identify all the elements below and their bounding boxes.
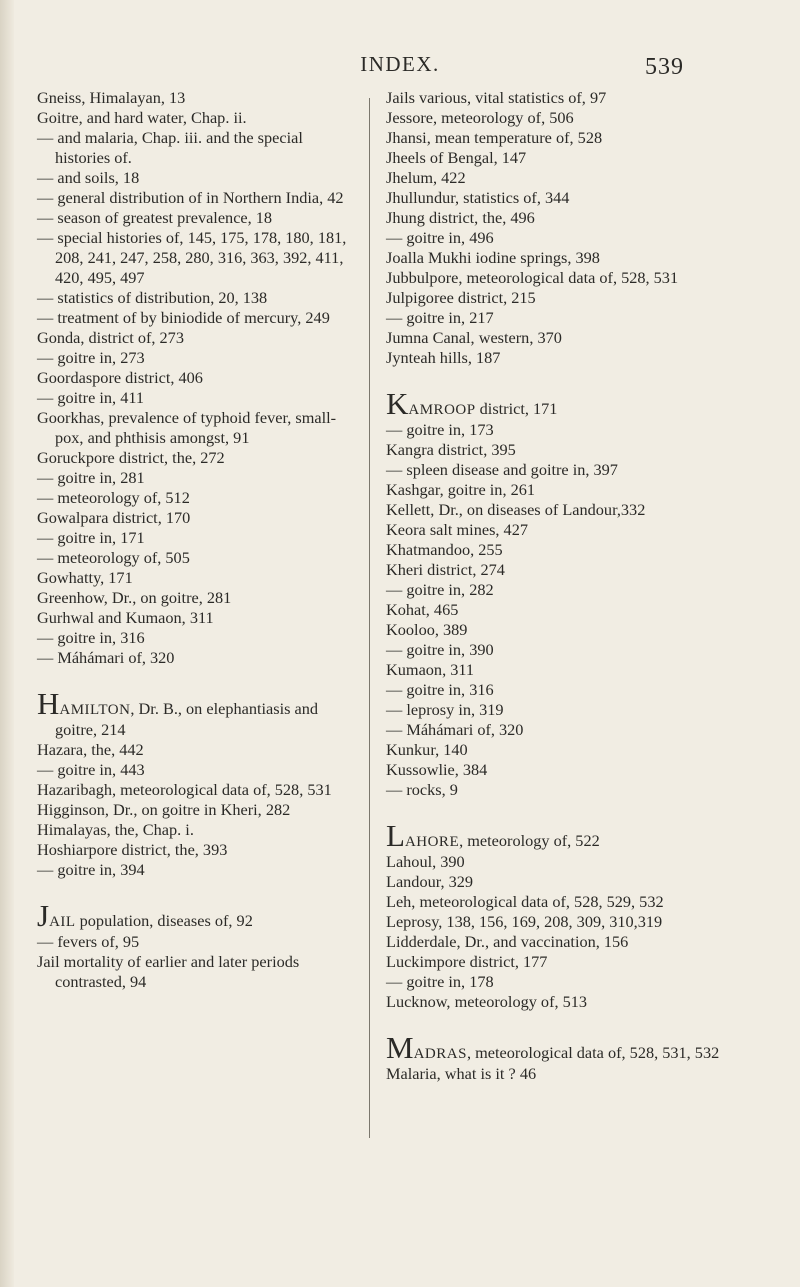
section-initial: H <box>37 686 60 721</box>
page-edge <box>0 0 14 1287</box>
index-entry: Landour, 329 <box>386 872 474 891</box>
index-entry: — and malaria, Chap. iii. and the special histories of. <box>37 128 303 167</box>
index-entry: Jheels of Bengal, 147 <box>386 148 527 167</box>
index-entry: Malaria, what is it ? 46 <box>386 1064 537 1083</box>
index-entry: Higginson, Dr., on goitre in Kheri, 282 <box>37 800 291 819</box>
index-entry: Luckimpore district, 177 <box>386 952 548 971</box>
index-entry: — leprosy in, 319 <box>386 700 504 719</box>
index-entry: — special histories of, 145, 175, 178, 180, 181, 208, 241, 247, 258, 280, 316, 363, 392, 411, 420, 495, 497 <box>37 228 347 287</box>
index-entry: — goitre in, 411 <box>37 388 145 407</box>
index-column-left <box>37 88 349 992</box>
index-entry: — season of greatest prevalence, 18 <box>37 208 273 227</box>
index-entry: Gowalpara district, 170 <box>37 508 191 527</box>
index-entry: Jail mortality of earlier and later periods contrasted, 94 <box>37 952 300 991</box>
index-entry: Lahoul, 390 <box>386 852 465 871</box>
section-initial: J <box>37 898 50 933</box>
index-entry: Hazara, the, 442 <box>37 740 144 759</box>
index-entry: — goitre in, 443 <box>37 760 145 779</box>
index-entry: Gonda, district of, 273 <box>37 328 184 347</box>
index-entry: Kussowlie, 384 <box>386 760 488 779</box>
index-entry: Kooloo, 389 <box>386 620 468 639</box>
index-entry: — goitre in, 316 <box>386 680 494 699</box>
index-entry: Goitre, and hard water, Chap. ii. <box>37 108 247 127</box>
section-caps: AMROOP <box>408 402 476 418</box>
index-entry: — general distribution of in Northern India, 42 <box>37 188 344 207</box>
index-entry: — goitre in, 171 <box>37 528 145 547</box>
index-entry: Gowhatty, 171 <box>37 568 133 587</box>
index-entry: Greenhow, Dr., on goitre, 281 <box>37 588 232 607</box>
index-entry: — treatment of by biniodide of mercury, 249 <box>37 308 330 327</box>
index-section-start <box>37 686 349 740</box>
index-entry: — rocks, 9 <box>386 780 458 799</box>
index-entry: Jhansi, mean temperature of, 528 <box>386 128 603 147</box>
index-entry: — goitre in, 390 <box>386 640 494 659</box>
index-entry: Kheri district, 274 <box>386 560 505 579</box>
index-entry: Jessore, meteorology of, 506 <box>386 108 574 127</box>
index-section-start <box>386 1030 772 1065</box>
index-entry: Kashgar, goitre in, 261 <box>386 480 536 499</box>
index-entry: — meteorology of, 505 <box>37 548 190 567</box>
section-initial: M <box>386 1030 414 1065</box>
index-entry: Kunkur, 140 <box>386 740 468 759</box>
page-header <box>0 40 800 80</box>
section-entry-text: population, diseases of, 92 <box>75 911 253 930</box>
index-entry: Kellett, Dr., on diseases of Landour,332 <box>386 500 646 519</box>
index-entry: Leprosy, 138, 156, 169, 208, 309, 310,319 <box>386 912 663 931</box>
index-entry: — spleen disease and goitre in, 397 <box>386 460 618 479</box>
section-initial: K <box>386 386 409 421</box>
index-entry: Kohat, 465 <box>386 600 459 619</box>
index-entry: Gneiss, Himalayan, 13 <box>37 88 186 107</box>
index-entry: — goitre in, 178 <box>386 972 494 991</box>
index-entry: — meteorology of, 512 <box>37 488 190 507</box>
index-section-start <box>386 386 772 421</box>
index-entry: — goitre in, 316 <box>37 628 145 647</box>
index-entry: Goordaspore district, 406 <box>37 368 203 387</box>
index-section-start <box>37 898 349 933</box>
section-entry-text: , Dr. B., on elephantiasis and goitre, 214 <box>55 699 319 739</box>
index-entry: — goitre in, 273 <box>37 348 145 367</box>
section-caps: ADRAS <box>413 1046 467 1062</box>
page-number: 539 <box>645 54 684 80</box>
column-divider <box>369 98 370 1138</box>
section-gap <box>37 668 349 694</box>
section-gap <box>386 800 772 826</box>
index-entry: — and soils, 18 <box>37 168 140 187</box>
section-caps: AIL <box>49 914 76 930</box>
index-entry: — goitre in, 173 <box>386 420 494 439</box>
index-entry: Hoshiarpore district, the, 393 <box>37 840 228 859</box>
index-entry: Goruckpore district, the, 272 <box>37 448 225 467</box>
index-entry: — goitre in, 282 <box>386 580 494 599</box>
index-column-right <box>386 88 772 1084</box>
index-entry: — fevers of, 95 <box>37 932 140 951</box>
index-entry: — goitre in, 394 <box>37 860 145 879</box>
index-entry: Jhullundur, statistics of, 344 <box>386 188 570 207</box>
index-entry: Himalayas, the, Chap. i. <box>37 820 194 839</box>
index-entry: Jubbulpore, meteorological data of, 528, 531 <box>386 268 679 287</box>
index-entry: — goitre in, 496 <box>386 228 494 247</box>
index-entry: Hazaribagh, meteorological data of, 528, 531 <box>37 780 332 799</box>
index-entry: Keora salt mines, 427 <box>386 520 528 539</box>
index-entry: Kangra district, 395 <box>386 440 516 459</box>
section-initial: L <box>386 818 405 853</box>
index-entry: — goitre in, 281 <box>37 468 145 487</box>
index-entry: Julpigoree district, 215 <box>386 288 536 307</box>
index-entry: Jumna Canal, western, 370 <box>386 328 562 347</box>
index-entry: Jails various, vital statistics of, 97 <box>386 88 607 107</box>
section-entry-text: district, 171 <box>475 399 558 418</box>
index-section-start <box>386 818 772 853</box>
index-entry: Leh, meteorological data of, 528, 529, 532 <box>386 892 664 911</box>
section-gap <box>386 368 772 394</box>
index-entry: Jhung district, the, 496 <box>386 208 535 227</box>
section-gap <box>37 880 349 906</box>
running-head: INDEX. <box>360 52 440 76</box>
section-caps: AHORE <box>404 834 460 850</box>
index-entry: Lucknow, meteorology of, 513 <box>386 992 588 1011</box>
index-entry: Jynteah hills, 187 <box>386 348 501 367</box>
index-entry: Jhelum, 422 <box>386 168 466 187</box>
section-entry-text: , meteorological data of, 528, 531, 532 <box>466 1043 720 1062</box>
index-entry: — goitre in, 217 <box>386 308 494 327</box>
index-entry: Lidderdale, Dr., and vaccination, 156 <box>386 932 629 951</box>
index-entry: Joalla Mukhi iodine springs, 398 <box>386 248 600 267</box>
section-entry-text: , meteorology of, 522 <box>459 831 600 850</box>
index-entry: — Máhámari of, 320 <box>37 648 175 667</box>
section-gap <box>386 1012 772 1038</box>
index-entry: Gurhwal and Kumaon, 311 <box>37 608 214 627</box>
section-caps: AMILTON <box>59 702 131 718</box>
index-entry: Goorkhas, prevalence of typhoid fever, small-pox, and phthisis amongst, 91 <box>37 408 337 447</box>
index-entry: Khatmandoo, 255 <box>386 540 503 559</box>
index-entry: Kumaon, 311 <box>386 660 475 679</box>
index-entry: — Máhámari of, 320 <box>386 720 524 739</box>
index-entry: — statistics of distribution, 20, 138 <box>37 288 268 307</box>
